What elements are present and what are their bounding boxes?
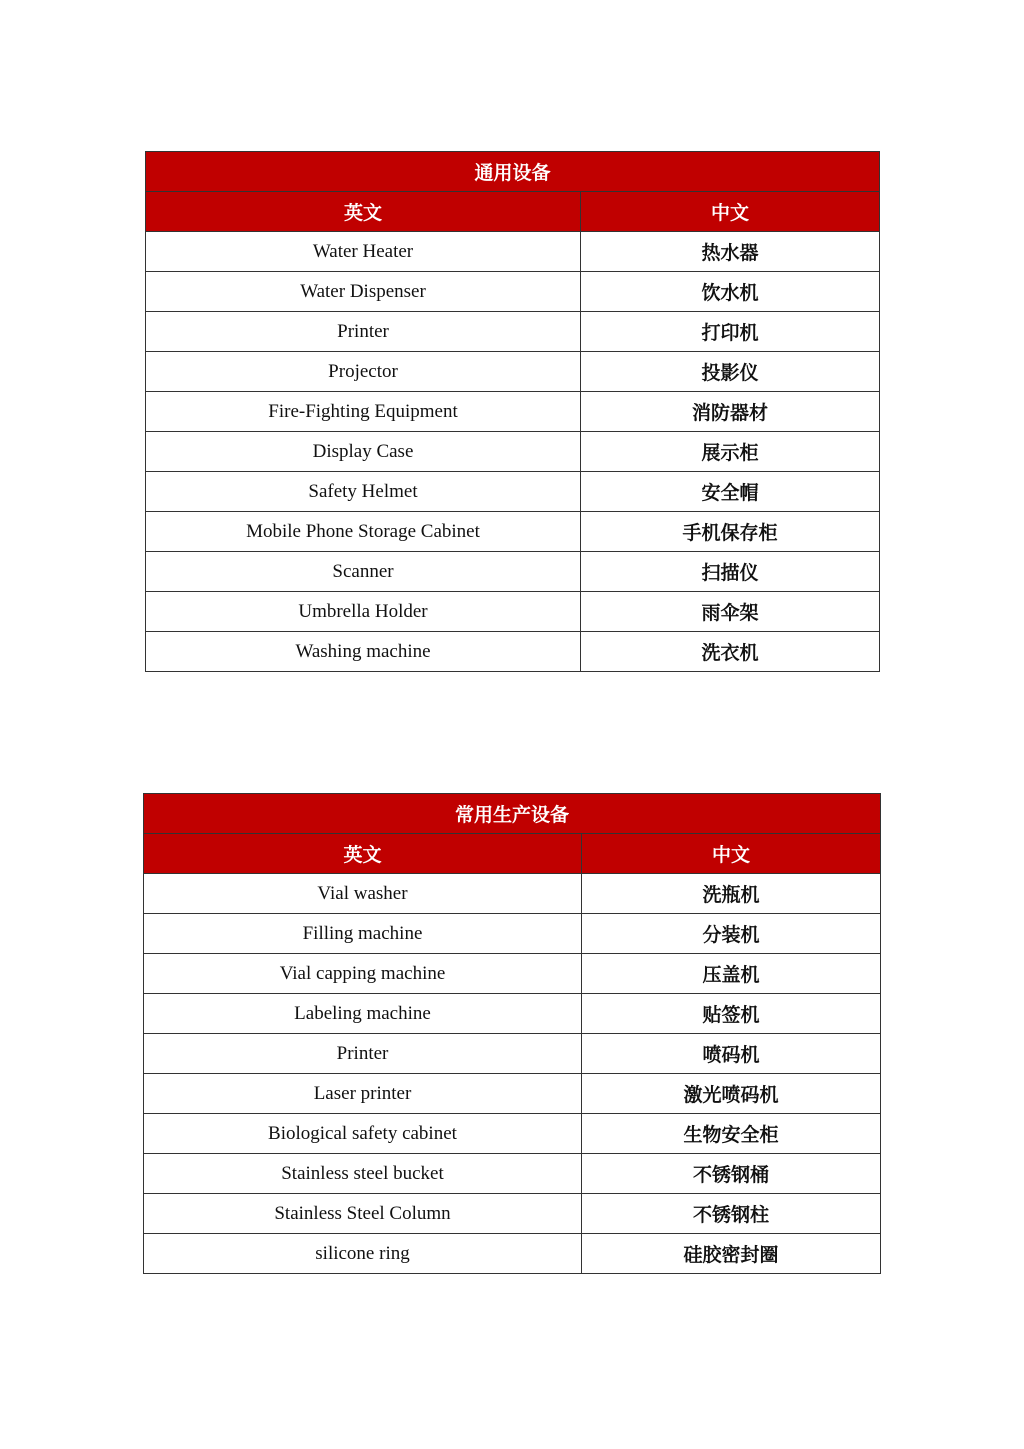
english-term: Printer: [144, 1034, 582, 1074]
chinese-term: 扫描仪: [581, 552, 880, 592]
english-term: Fire-Fighting Equipment: [146, 392, 581, 432]
english-term: Display Case: [146, 432, 581, 472]
english-term: Stainless steel bucket: [144, 1154, 582, 1194]
english-term: Labeling machine: [144, 994, 582, 1034]
chinese-term: 洗衣机: [581, 632, 880, 672]
table-row: [144, 1034, 881, 1074]
english-term: Vial washer: [144, 874, 582, 914]
chinese-term: 分装机: [582, 914, 881, 954]
chinese-term: 展示柜: [581, 432, 880, 472]
table-row: [146, 352, 880, 392]
chinese-term: 投影仪: [581, 352, 880, 392]
table-row: [146, 232, 880, 272]
column-header-chinese: 中文: [582, 834, 881, 874]
table-title-row: [144, 794, 881, 834]
chinese-term: 贴签机: [582, 994, 881, 1034]
column-header-chinese: 中文: [581, 192, 880, 232]
table-header-row: [144, 834, 881, 874]
english-term: Printer: [146, 312, 581, 352]
general-equipment-table: [145, 151, 880, 672]
column-header-english: 英文: [144, 834, 582, 874]
table-row: [144, 1234, 881, 1274]
chinese-term: 激光喷码机: [582, 1074, 881, 1114]
chinese-term: 安全帽: [581, 472, 880, 512]
table-title-row: [146, 152, 880, 192]
table-header-row: [146, 192, 880, 232]
table-row: [146, 432, 880, 472]
english-term: Water Dispenser: [146, 272, 581, 312]
english-term: Scanner: [146, 552, 581, 592]
english-term: Biological safety cabinet: [144, 1114, 582, 1154]
chinese-term: 硅胶密封圈: [582, 1234, 881, 1274]
table-row: [144, 914, 881, 954]
english-term: Vial capping machine: [144, 954, 582, 994]
english-term: Washing machine: [146, 632, 581, 672]
column-header-english: 英文: [146, 192, 581, 232]
table-row: [144, 1074, 881, 1114]
english-term: Projector: [146, 352, 581, 392]
table-row: [146, 632, 880, 672]
chinese-term: 喷码机: [582, 1034, 881, 1074]
chinese-term: 手机保存柜: [581, 512, 880, 552]
table-row: [146, 312, 880, 352]
chinese-term: 饮水机: [581, 272, 880, 312]
chinese-term: 生物安全柜: [582, 1114, 881, 1154]
table-row: [144, 874, 881, 914]
english-term: Safety Helmet: [146, 472, 581, 512]
table-title: 常用生产设备: [144, 794, 881, 834]
chinese-term: 不锈钢柱: [582, 1194, 881, 1234]
chinese-term: 热水器: [581, 232, 880, 272]
table-row: [146, 552, 880, 592]
chinese-term: 不锈钢桶: [582, 1154, 881, 1194]
chinese-term: 打印机: [581, 312, 880, 352]
chinese-term: 压盖机: [582, 954, 881, 994]
table-row: [146, 272, 880, 312]
english-term: Mobile Phone Storage Cabinet: [146, 512, 581, 552]
english-term: Water Heater: [146, 232, 581, 272]
table-row: [146, 512, 880, 552]
table-row: [144, 1114, 881, 1154]
chinese-term: 洗瓶机: [582, 874, 881, 914]
table-title: 通用设备: [146, 152, 880, 192]
chinese-term: 消防器材: [581, 392, 880, 432]
english-term: Laser printer: [144, 1074, 582, 1114]
english-term: silicone ring: [144, 1234, 582, 1274]
english-term: Umbrella Holder: [146, 592, 581, 632]
table-row: [146, 472, 880, 512]
chinese-term: 雨伞架: [581, 592, 880, 632]
english-term: Filling machine: [144, 914, 582, 954]
table-row: [146, 392, 880, 432]
table-row: [146, 592, 880, 632]
table-row: [144, 1154, 881, 1194]
table-row: [144, 1194, 881, 1234]
production-equipment-table: [143, 793, 881, 1274]
table-row: [144, 994, 881, 1034]
table-row: [144, 954, 881, 994]
english-term: Stainless Steel Column: [144, 1194, 582, 1234]
